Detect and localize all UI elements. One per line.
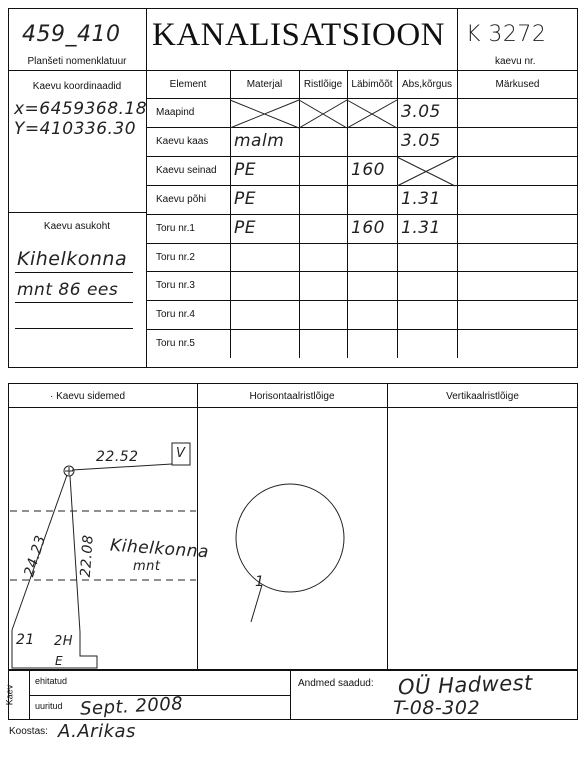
- page-title: KANALISATSIOON: [152, 17, 445, 53]
- coordinates-label: Kaevu koordinaadid: [32, 81, 122, 92]
- table-cell-materjal: PE: [234, 188, 256, 209]
- street-name-line2: mnt: [133, 559, 161, 574]
- nomenclature-label: Planšeti nomenklatuur: [27, 56, 127, 67]
- corner-left-label: 21: [16, 632, 35, 648]
- reference-mark: V: [176, 446, 186, 461]
- corner-right-label: 2H: [54, 634, 74, 649]
- vertikaal-label: Vertikaalristlõige: [446, 391, 519, 402]
- table-header-cell: Materjal: [246, 79, 283, 90]
- andmed-value2: T-08-302: [393, 697, 481, 719]
- table-cell-abs: 1.31: [401, 217, 441, 238]
- corner-letter: E: [55, 654, 64, 668]
- table-row-label: Kaevu põhi: [156, 193, 207, 205]
- coordinate-x: x=6459368.18: [14, 99, 148, 119]
- table-cell-labimoot: 160: [351, 159, 385, 180]
- table-cell-materjal: PE: [234, 159, 256, 180]
- table-row-label: Maapind: [156, 107, 195, 118]
- table-row-label: Toru nr.2: [156, 251, 195, 263]
- table-cell-labimoot: 160: [351, 217, 385, 238]
- table-row-label: Toru nr.5: [156, 338, 195, 350]
- table-row-label: Kaevu seinad: [156, 164, 217, 176]
- horisontaal-label: Horisontaalristlõige: [249, 391, 335, 402]
- table-cell-materjal: malm: [234, 130, 285, 151]
- koostas-value: A.Arikas: [58, 721, 136, 742]
- pipe-1-line: [251, 585, 262, 622]
- well-number-value: K 3272: [466, 22, 547, 47]
- street-name-line1: Kihelkonna: [109, 535, 210, 563]
- location-line1: Kihelkonna: [17, 248, 128, 270]
- table-header-cell: Märkused: [495, 79, 540, 90]
- nomenclature-value: 459_410: [22, 22, 121, 47]
- table-header-cell: Läbimõõt: [351, 79, 393, 90]
- table-crosses: [230, 100, 455, 186]
- uuritud-label: uuritud: [35, 701, 63, 711]
- sidemed-label-text: Kaevu sidemed: [56, 391, 126, 402]
- location-label: Kaevu asukoht: [43, 221, 111, 232]
- footer-center-divider: [290, 670, 291, 720]
- table-cell-materjal: PE: [234, 217, 256, 238]
- table-header-cell: Abs,kõrgus: [401, 79, 453, 90]
- table-cell-abs: 1.31: [401, 188, 441, 209]
- pipe-number-label: 1: [255, 574, 265, 590]
- well-number-label: kaevu nr.: [495, 56, 536, 67]
- table-cell-abs: 3.05: [401, 102, 441, 122]
- table-header-cell: Element: [169, 79, 207, 90]
- location-line2: mnt 86 ees: [17, 280, 119, 300]
- well-cross-section-circle: [236, 484, 344, 592]
- andmed-label: Andmed saadud:: [298, 678, 374, 689]
- table-row-label: Toru nr.1: [156, 222, 195, 234]
- dist-mid-label: 22.08: [77, 534, 97, 578]
- dist-top-label: 22.52: [96, 449, 139, 465]
- table-cell-abs: 3.05: [401, 130, 441, 151]
- kaev-label: Kaev: [4, 684, 15, 706]
- table-row-label: Toru nr.4: [156, 309, 195, 321]
- coordinate-y: Y=410336.30: [14, 119, 137, 139]
- andmed-value1: OÜ Hadwest: [397, 670, 534, 700]
- uuritud-value: Sept. 2008: [79, 693, 184, 720]
- sidemed-label: · Kaevu sidemed: [50, 391, 126, 402]
- table-row-label: Toru nr.3: [156, 280, 195, 292]
- ehitatud-label: ehitatud: [35, 676, 68, 686]
- table-row-label: Kaevu kaas: [156, 135, 209, 147]
- koostas-label: Koostas:: [9, 726, 48, 737]
- table-header-cell: Ristlõige: [303, 79, 343, 90]
- dist-left-label: 24.23: [21, 533, 50, 579]
